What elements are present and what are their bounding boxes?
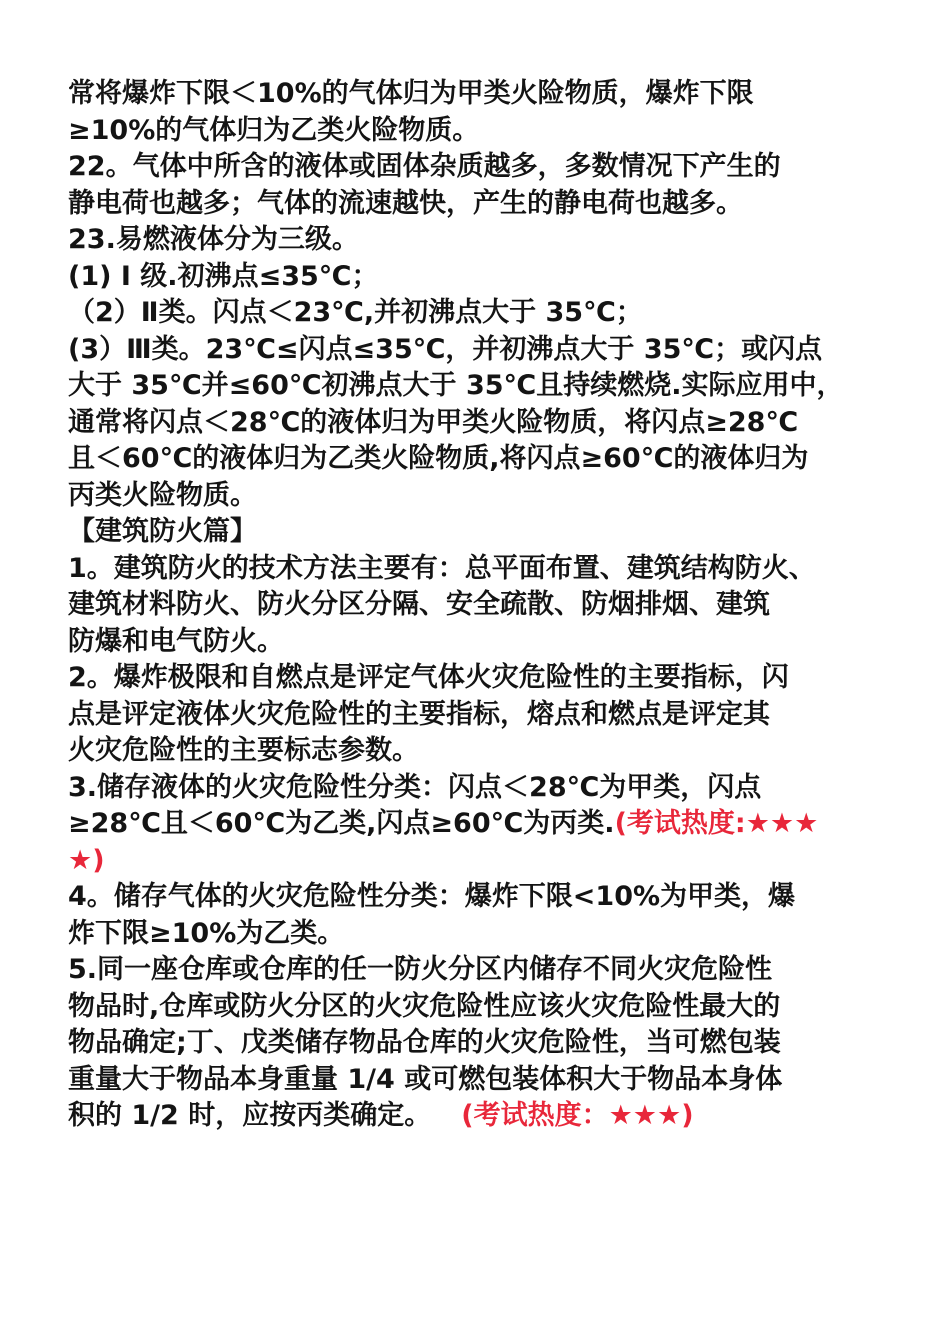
- text-line: 且＜60℃的液体归为乙类火险物质,将闪点≥60℃的液体归为: [68, 443, 809, 474]
- text-line: 3.储存液体的火灾危险性分类：闪点＜28℃为甲类，闪点: [68, 771, 762, 803]
- text-line: 物品时,仓库或防火分区的火灾危险性应该火灾危险性最大的: [68, 990, 781, 1022]
- text-line: 火灾危险性的主要标志参数。: [68, 735, 419, 766]
- text-line: 常将爆炸下限＜10%的气体归为甲类火险物质，爆炸下限: [68, 78, 754, 109]
- text-line: 重量大于物品本身重量 1/4 或可燃包装体积大于物品本身体: [68, 1063, 783, 1095]
- text-line: 防爆和电气防火。: [68, 625, 284, 657]
- text-line: 物品确定;丁、戊类储存物品仓库的火灾危险性，当可燃包装: [68, 1027, 781, 1058]
- text-line: 5.同一座仓库或仓库的任一防火分区内储存不同火灾危险性: [68, 954, 773, 985]
- text-line: [68, 806, 888, 843]
- text-line: 炸下限≥10%为乙类。: [68, 917, 345, 949]
- exam-heat-tag: (考试热度：★★★): [461, 1100, 694, 1131]
- text-line: 建筑材料防火、防火分区分隔、安全疏散、防烟排烟、建筑: [68, 589, 770, 620]
- text-line: 4。储存气体的火灾危险性分类：爆炸下限<10%为甲类，爆: [68, 881, 796, 912]
- text-line: 点是评定液体火灾危险性的主要指标，熔点和燃点是评定其: [68, 698, 770, 730]
- text-line: (3）Ⅲ类。23℃≤闪点≤35℃，并初沸点大于 35℃；或闪点: [68, 333, 823, 365]
- text-line: （2）Ⅱ类。闪点＜23℃,并初沸点大于 35℃；: [68, 297, 643, 328]
- text-line: 23.易燃液体分为三级。: [68, 224, 359, 255]
- text-line: 2。爆炸极限和自燃点是评定气体火灾危险性的主要指标，闪: [68, 662, 789, 693]
- document-page: [68, 76, 888, 1135]
- exam-heat-tag-continued: ★): [68, 844, 105, 876]
- text-line: 大于 35℃并≤60℃初沸点大于 35℃且持续燃烧.实际应用中，: [68, 370, 844, 401]
- text-line: 1。建筑防火的技术方法主要有：总平面布置、建筑结构防火、: [68, 552, 816, 584]
- text-line: ≥10%的气体归为乙类火险物质。: [68, 114, 480, 146]
- section-heading: 【建筑防火篇】: [68, 516, 257, 547]
- exam-heat-tag: (考试热度:★★★: [614, 808, 819, 839]
- text-line: 通常将闪点＜28℃的液体归为甲类火险物质，将闪点≥28℃: [68, 406, 799, 438]
- text-line: (1) Ⅰ 级.初沸点≤35℃；: [68, 260, 379, 292]
- text-line: 22。气体中所含的液体或固体杂质越多，多数情况下产生的: [68, 151, 781, 182]
- text-line: 丙类火险物质。: [68, 479, 257, 511]
- text-line: 静电荷也越多；气体的流速越快，产生的静电荷也越多。: [68, 187, 743, 219]
- text-segment: ≥28℃且＜60℃为乙类,闪点≥60℃为丙类.: [68, 808, 615, 839]
- text-line: [68, 1098, 888, 1135]
- text-segment: 积的 1/2 时，应按丙类确定。: [68, 1100, 432, 1131]
